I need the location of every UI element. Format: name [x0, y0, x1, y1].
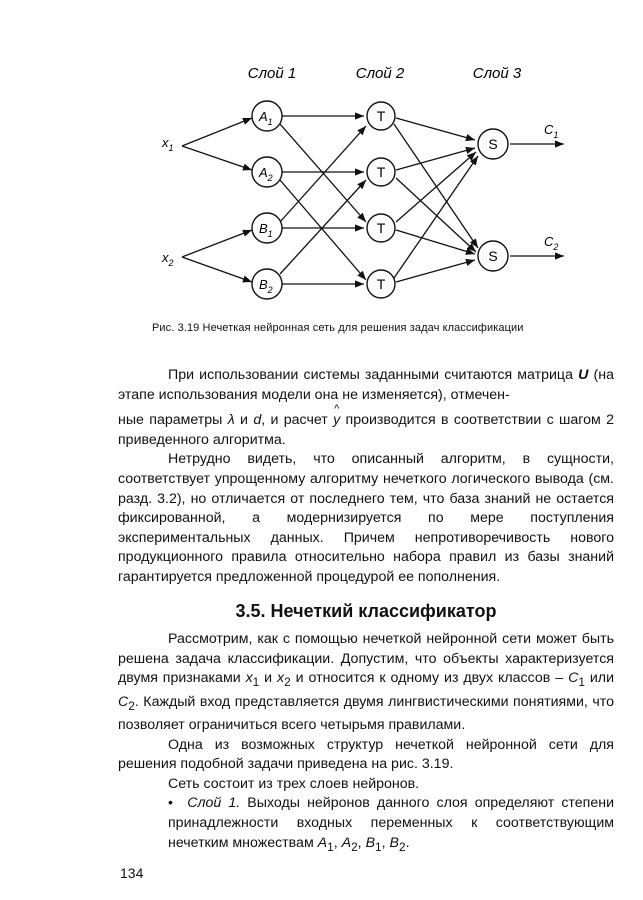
edge-t1-s1	[396, 118, 475, 140]
node-t3-label: T	[376, 220, 386, 236]
body-text-top	[118, 366, 614, 588]
edge-t4-s1	[394, 156, 478, 278]
input-x2: $x_2$	[162, 250, 174, 268]
output-c2: $C_2$	[544, 234, 559, 252]
node-t1-label: T	[376, 108, 386, 124]
node-s1-label: S	[488, 136, 498, 152]
fuzzy-network-diagram	[0, 0, 643, 330]
node-b2-label: $B_2$	[259, 277, 273, 295]
paragraph-parameters: ные параметры λ и d, и расчет y ^ производится в соответствии с шагом 2 приведенного алгоритма.	[118, 411, 614, 450]
figure-caption: Рис. 3.19 Нечеткая нейронная сеть для решения задач классификации	[152, 322, 524, 334]
node-t2-label: T	[376, 164, 386, 180]
edge-x1-a2	[182, 146, 252, 170]
edge-t1-s2	[394, 124, 478, 248]
bullet-layer-1: • Слой 1. Выходы нейронов данного слоя определяют степени принадлежности входных переменных к соответствующим нечетким множествам $A_1$, $A_2$, $B_1$, $B_2$.	[168, 795, 614, 854]
hat-symbol: ^	[334, 403, 340, 416]
body-text-bottom	[118, 630, 614, 857]
edge-t3-s1	[396, 152, 476, 222]
bullet-marker: •	[168, 795, 173, 812]
node-b1-label: $B_1$	[259, 221, 273, 239]
node-s2-label: S	[488, 248, 498, 264]
paragraph-structure: Одна из возможных структур нечеткой нейронной сети для решения подобной задачи приведена на рис. 3.19.	[118, 736, 614, 773]
edge-x1-a1	[182, 118, 252, 146]
layer-3-label: Слой 3	[472, 65, 522, 82]
input-x1: $x_1$	[162, 135, 174, 153]
output-c1: $C_1$	[544, 122, 559, 140]
edge-t4-s2	[396, 260, 475, 282]
section-heading: 3.5. Нечеткий классификатор	[235, 601, 497, 621]
layer-1-label: Слой 1	[247, 65, 297, 82]
edge-x2-b2	[182, 257, 252, 282]
edge-x2-b1	[182, 230, 252, 257]
paragraph-layers: Сеть состоит из трех слоев нейронов.	[168, 775, 420, 792]
node-a1-label: $A_1$	[259, 109, 273, 127]
page-number: 134	[120, 865, 144, 881]
edge-t2-s2	[396, 178, 476, 252]
paragraph-algorithm: Нетрудно видеть, что описанный алгоритм, в сущности, соответствует упрощенному алгоритму нечеткого логического вывода (см. разд. 3.2), но отличается от последнего тем, что база знаний не остается фиксированной, а модернизируется по мере поступления экспериментальных данных. Причем непротиворечивость нового продукционного правила относительно набора правил из базы знаний гарантируется предложенной процедурой ее пополнения.	[118, 451, 614, 585]
node-t4-label: T	[376, 276, 386, 292]
paragraph-classification: Рассмотрим, как с помощью нечеткой нейронной сети может быть решена задача классификации. Допустим, что объекты характеризуется двумя признаками $x_1$ и $x_2$ и относится к одному из двух классов – $C_1$ или $C_2$. Каждый вход представляется двумя лингвистическими понятиями, что позволяет ограничиться всего четырьмя правилами.	[118, 631, 614, 734]
node-a2-label: $A_2$	[259, 165, 273, 183]
edge-t3-s2	[396, 230, 475, 254]
paragraph-matrix: При использовании системы заданными считаются матрица U (на этапе использования модели она не изменяется), отмечен-	[118, 367, 614, 403]
edge-t2-s1	[396, 148, 475, 170]
layer-2-label: Слой 2	[355, 65, 405, 82]
